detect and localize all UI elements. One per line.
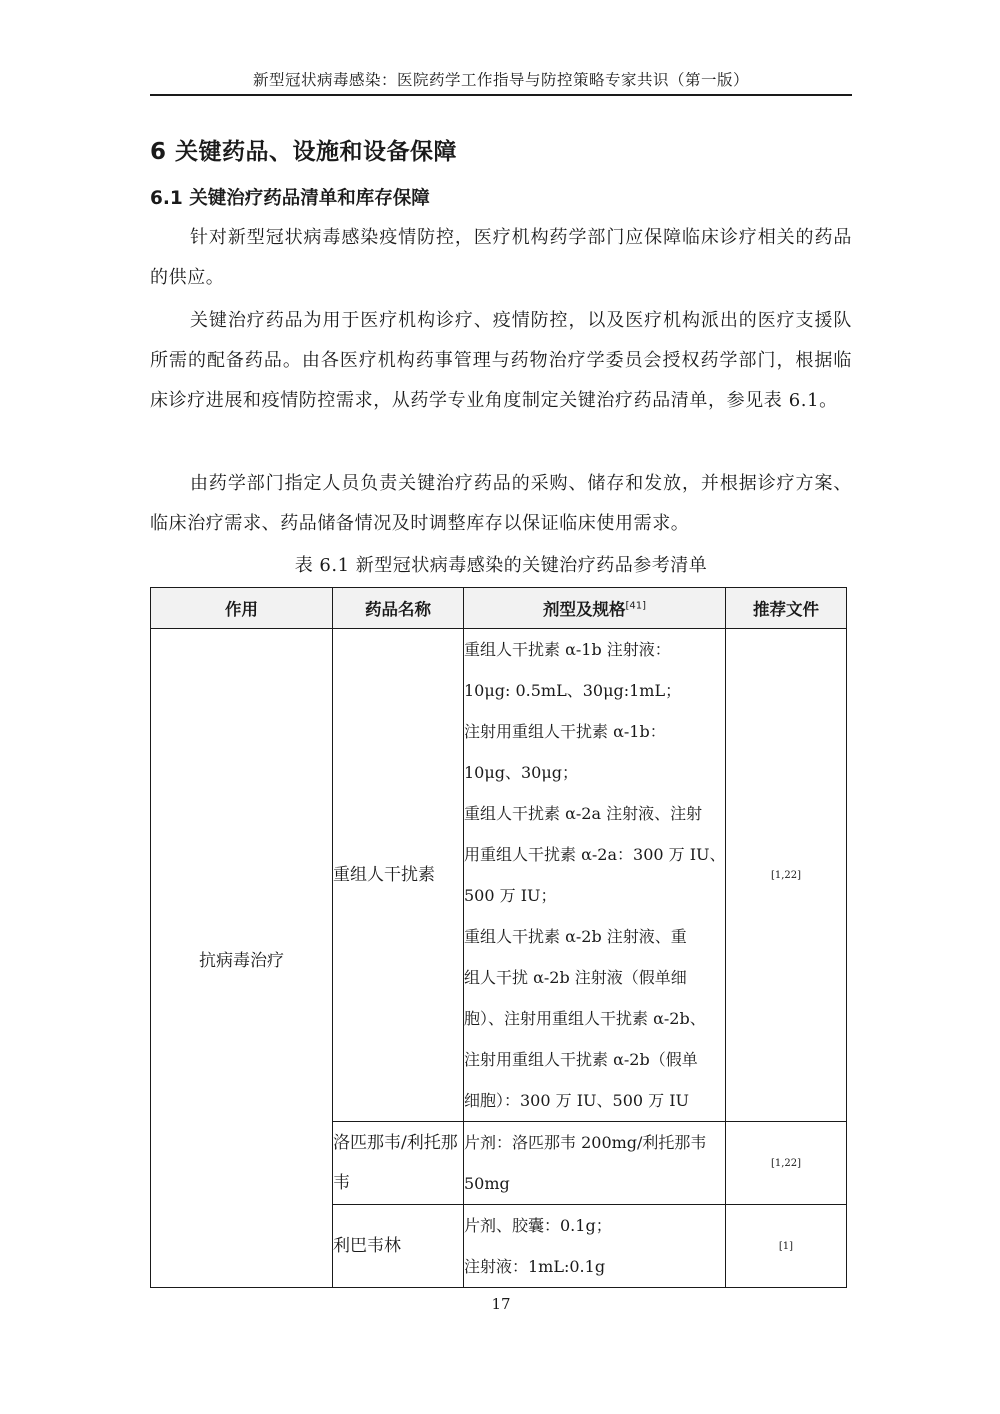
table-header-row [151,588,847,629]
spec-line: 重组人干扰素 α-2a 注射液、注射 [464,804,703,823]
spec-line: 用重组人干扰素 α-2a：300 万 IU、 [464,845,726,864]
header-function: 作用 [151,588,333,629]
paragraph-procurement: 由药学部门指定人员负责关键治疗药品的采购、储存和发放，并根据诊疗方案、临床治疗需求、药品储备情况及时调整库存以保证临床使用需求。 [150,473,852,534]
key-drug-table [150,587,847,1288]
header-form-spec-label: 剂型及规格 [542,600,626,619]
table-caption: 表 6.1 新型冠状病毒感染的关键治疗药品参考清单 [294,555,708,576]
spec-line: 注射用重组人干扰素 α-2b（假单 [464,1050,698,1069]
header-reference: 推荐文件 [726,588,847,629]
chapter-title: 6 关键药品、设施和设备保障 [150,139,458,165]
cell-drug-name: 洛匹那韦/利托那韦 [333,1122,464,1205]
cell-function-antiviral: 抗病毒治疗 [151,629,333,1288]
header-drug-name: 药品名称 [333,588,464,629]
header-form-spec-citation: [41] [625,600,647,612]
spec-line: 组人干扰 α-2b 注射液（假单细 [464,968,687,987]
table-row [151,629,847,1122]
cell-form-spec [464,629,726,1122]
section-title: 6.1 关键治疗药品清单和库存保障 [150,188,430,209]
spec-line: 片剂：洛匹那韦 200mg/利托那韦 [464,1133,707,1152]
spec-line: 注射用重组人干扰素 α-1b： [464,722,666,741]
page-number: 17 [491,1295,511,1313]
header-form-spec [464,588,726,629]
paragraph-drug-supply: 针对新型冠状病毒感染疫情防控，医疗机构药学部门应保障临床诊疗相关的药品的供应。 [150,227,852,288]
cell-reference: [1,22] [726,1122,847,1205]
cell-reference: [1] [726,1205,847,1288]
cell-reference: [1,22] [726,629,847,1122]
cell-form-spec [464,1205,726,1288]
spec-line: 重组人干扰素 α-2b 注射液、重 [464,927,687,946]
cell-form-spec [464,1122,726,1205]
spec-line: 细胞）：300 万 IU、500 万 IU [464,1091,690,1110]
cell-drug-name: 利巴韦林 [333,1205,464,1288]
cell-drug-name: 重组人干扰素 [333,629,464,1122]
spec-line: 注射液：1mL:0.1g [464,1257,606,1276]
spec-line: 500 万 IU； [464,886,557,905]
paragraph-key-drugs-definition: 关键治疗药品为用于医疗机构诊疗、疫情防控，以及医疗机构派出的医疗支援队所需的配备药品。由各医疗机构药事管理与药物治疗学委员会授权药学部门，根据临床诊疗进展和疫情防控需求，从药学专业角度制定关键治疗药品清单，参见表 6.1。 [150,310,852,411]
spec-line: 10μg: 0.5mL、30μg:1mL； [464,681,682,700]
running-header: 新型冠状病毒感染：医院药学工作指导与防控策略专家共识（第一版） [252,71,749,89]
spec-line: 50mg [464,1174,510,1193]
spec-line: 10μg、30μg； [464,763,579,782]
spec-line: 重组人干扰素 α-1b 注射液： [464,640,671,659]
spec-line: 胞）、注射用重组人干扰素 α-2b、 [464,1009,706,1028]
header-divider [150,94,852,96]
spec-line: 片剂、胶囊：0.1g； [464,1216,612,1235]
